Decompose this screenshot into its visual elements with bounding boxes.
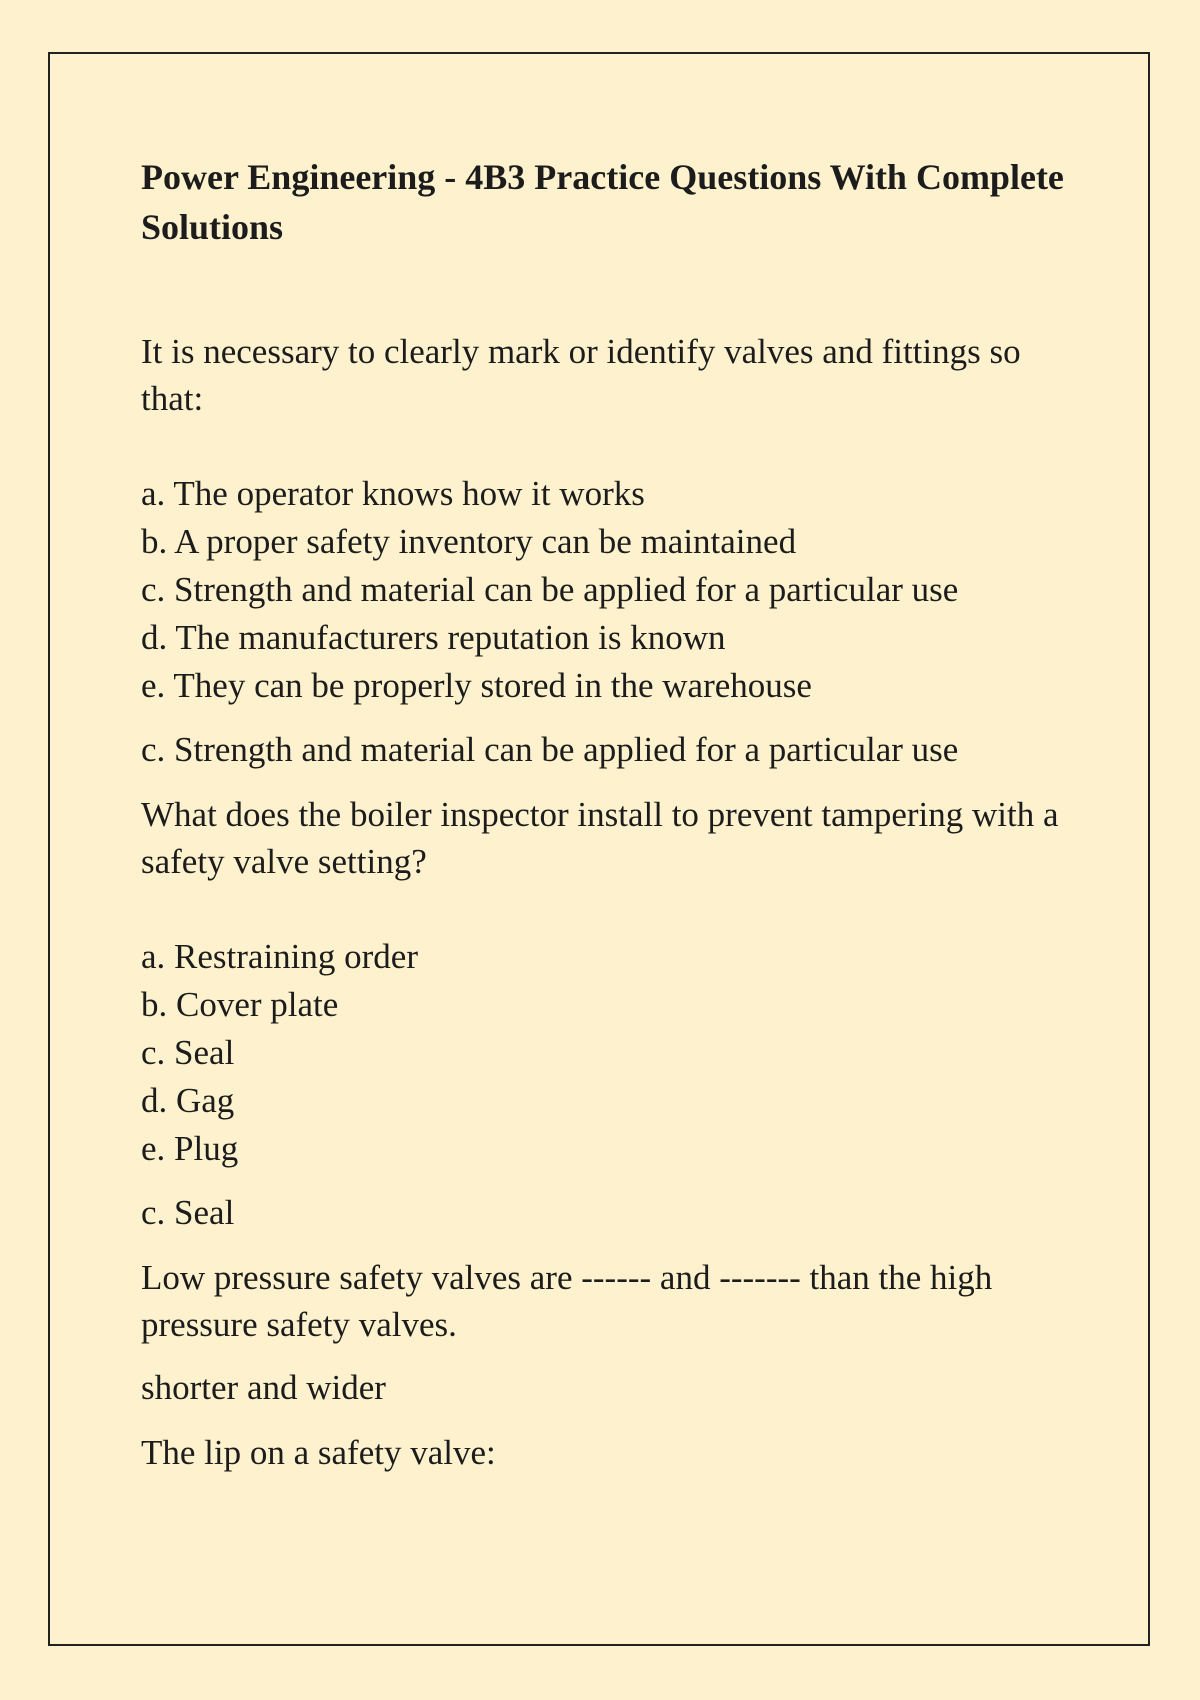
- option-item: a. The operator knows how it works: [141, 474, 645, 513]
- answer-text: c. Strength and material can be applied for a particular use: [141, 730, 959, 769]
- answer-text: c. Seal: [141, 1193, 235, 1232]
- option-item: b. Cover plate: [141, 985, 339, 1024]
- option-list: [141, 933, 1081, 1173]
- option-item: d. The manufacturers reputation is known: [141, 618, 726, 657]
- option-item: e. Plug: [141, 1129, 239, 1168]
- question-block-1: [141, 328, 1081, 773]
- option-item: b. A proper safety inventory can be maintained: [141, 522, 797, 561]
- question-text: Low pressure safety valves are ------ and ------- than the high pressure safety valves.: [141, 1258, 993, 1344]
- question-text: The lip on a safety valve:: [141, 1433, 496, 1472]
- question-block-4: [141, 1429, 1081, 1476]
- option-item: c. Seal: [141, 1033, 235, 1072]
- question-text: What does the boiler inspector install to prevent tampering with a safety valve setting?: [141, 795, 1059, 881]
- question-block-2: [141, 791, 1081, 1236]
- question-text: It is necessary to clearly mark or identify valves and fittings so that:: [141, 332, 1021, 418]
- document-title: Power Engineering - 4B3 Practice Questions With Complete Solutions: [141, 157, 1064, 247]
- question-block-3: [141, 1254, 1081, 1411]
- option-item: a. Restraining order: [141, 937, 418, 976]
- option-item: e. They can be properly stored in the warehouse: [141, 666, 812, 705]
- document-body: [141, 152, 1081, 1476]
- option-item: d. Gag: [141, 1081, 235, 1120]
- option-list: [141, 470, 1081, 710]
- option-item: c. Strength and material can be applied for a particular use: [141, 570, 959, 609]
- answer-text: shorter and wider: [141, 1368, 386, 1407]
